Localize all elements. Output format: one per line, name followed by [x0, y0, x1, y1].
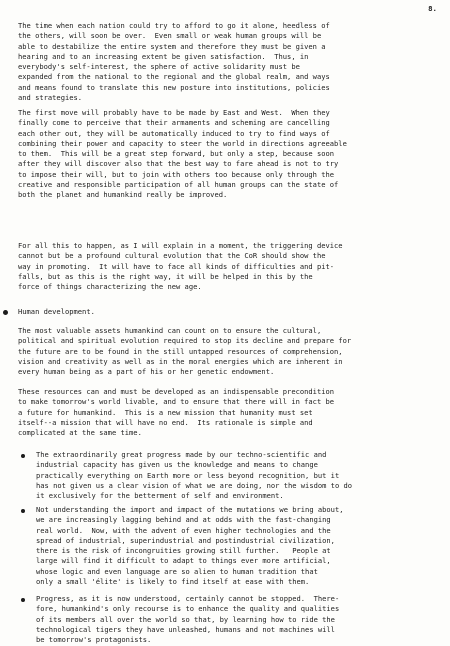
section-heading-human-development: Human development.: [18, 307, 95, 316]
paragraph-valuable-assets: The most valuable assets humankind can count on to ensure the cultural, political and spiritual evolution required to stop its decline and prepare for the future are to be found in the still untapped resources of comprehension, vision and creativity as well as in the moral energies which are inherent in every human being as a part of his or her genetic endowment.: [18, 326, 352, 377]
section-bullet-icon: [3, 310, 8, 315]
bullet-icon: [21, 509, 25, 513]
paragraph-east-west: The first move will probably have to be made by East and West. When they finally come to perceive that their armaments and scheming are cancelling each other out, they will be automatically induced to try to find ways of combining their power and capacity to steer the world in directions agreeable to them. This will be a great step forward, but only a step, because soon after they will discover also that the best way to fare ahead is not to try to impose their will, but to join with others too because only through the creative and responsible participation of all human groups can the state of both the planet and humankind really be improved.: [18, 108, 347, 200]
paragraph-resources: These resources can and must be developed as an indispensable precondition to make tomorrow's world livable, and to ensure that there will in fact be a future for humankind. This is a new mission that humanity must set itself--a mission that will have no end. Its rationale is simple and complicated at the same time.: [18, 387, 335, 438]
page-number: 8.: [428, 4, 437, 13]
bullet-item-progress-stopped: Progress, as it is now understood, certainly cannot be stopped. There- fore, humankind's only recourse is to enhance the quality and qualities of its members all over the world so that, by learning how to ride the technological tigers they have unleashed, humans and not machines will be tomorrow's protagonists.: [36, 594, 340, 645]
bullet-item-progress-techno: The extraordinarily great progress made by our techno-scientific and industrial capacity has given us the knowledge and means to change practically everything on Earth more or less beyond recognition, but it has not given us a clear vision of what we are doing, nor the wisdom to do it exclusively for the betterment of self and environment.: [36, 450, 353, 501]
bullet-item-mutations: Not understanding the import and impact of the mutations we bring about, we are increasingly lagging behind and at odds with the fast-changing real world. Now, with the advent of even higher technologies and the spread of industrial, superindustrial and postindustrial civilization, there is the risk of incongruities growing still further. People at large will find it difficult to adapt to things ever more artificial, whose logic and even language are so alien to human tradition that only a small 'élite' is likely to find itself at ease with them.: [36, 505, 344, 587]
paragraph-solidarity: The time when each nation could try to afford to go it alone, heedless of the others, will soon be over. Even small or weak human groups will be able to destabilize the entire system and therefore they must be given a hearing and to an increasing extent be given satisfaction. Thus, in everybody's self-interest, the sphere of active solidarity must be expanded from the national to the regional and the global realm, and ways and means found to translate this new posture into institutions, policies and strategies.: [18, 21, 330, 103]
paragraph-cultural-evolution: For all this to happen, as I will explain in a moment, the triggering device cannot but be a profound cultural evolution that the CoR should show the way in promoting. It will have to face all kinds of difficulties and pit- falls, but as this is the right way, it will be helped in this by the force of things characterizing the new age.: [18, 241, 343, 292]
bullet-icon: [21, 598, 25, 602]
bullet-icon: [21, 454, 25, 458]
